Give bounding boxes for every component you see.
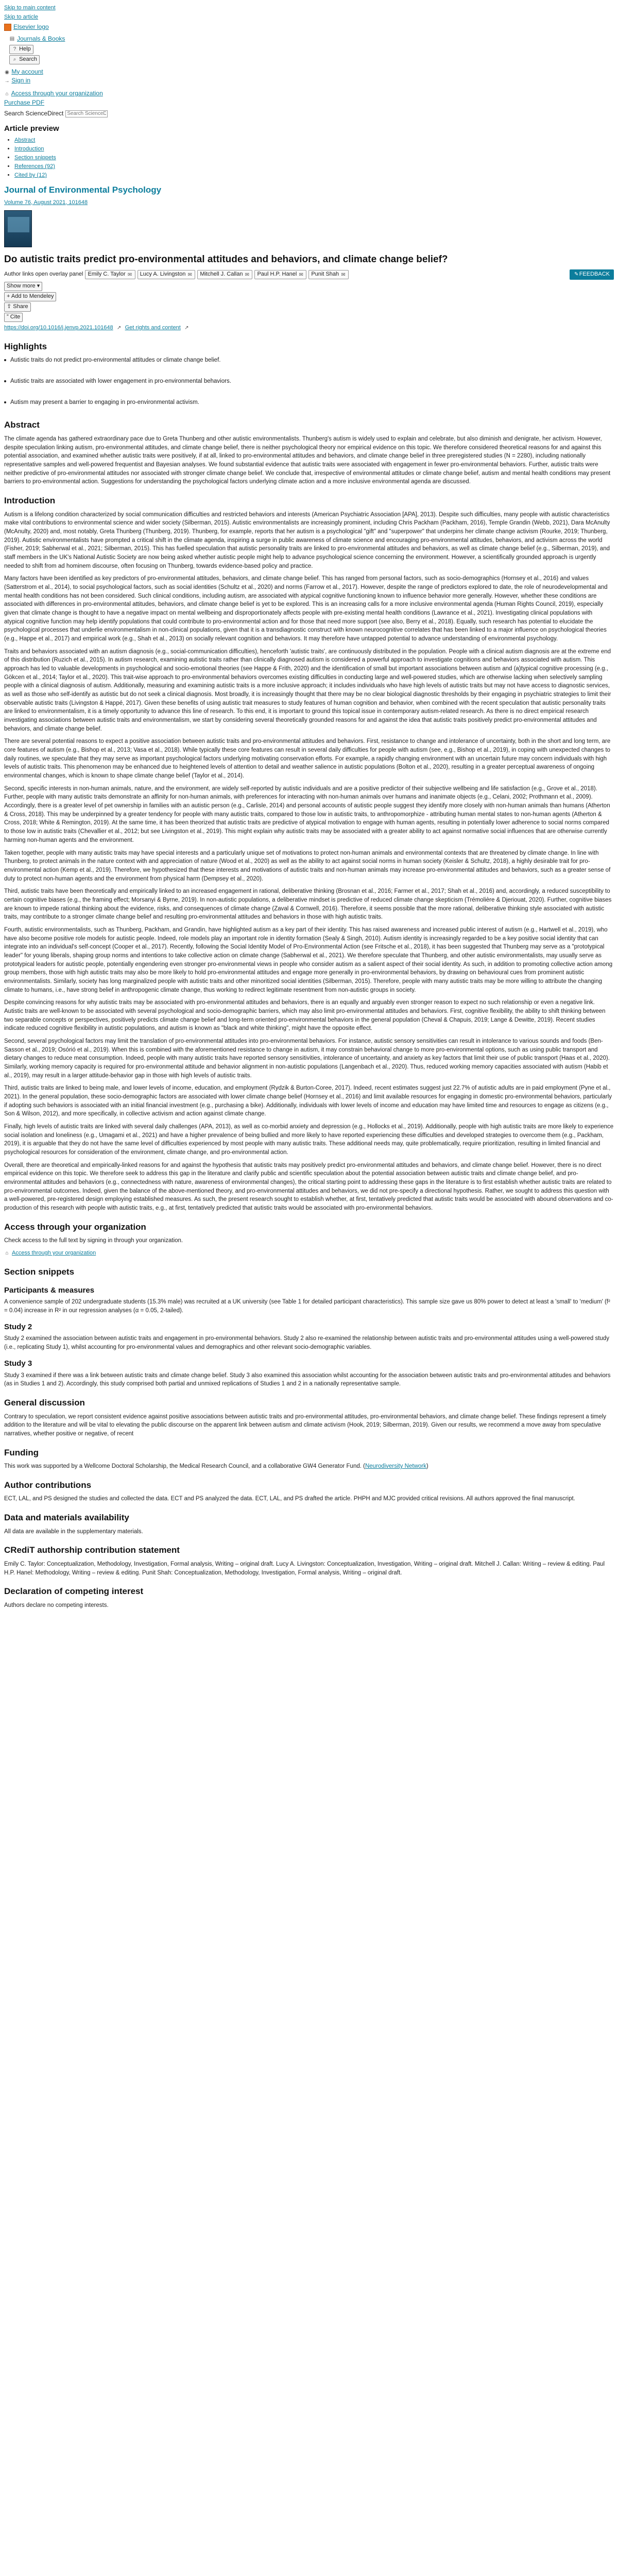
nav-journals-link[interactable]: Journals & Books <box>17 35 65 43</box>
logo-link[interactable]: Elsevier logo <box>13 23 49 30</box>
outline-cited-by-link[interactable]: Cited by (12) <box>14 172 47 178</box>
show-more-button[interactable] <box>4 282 42 291</box>
purchase-pdf-link[interactable]: Purchase PDF <box>4 98 45 106</box>
search-button[interactable] <box>9 55 40 64</box>
outline-item[interactable] <box>14 145 614 154</box>
access-heading: Access through your organization <box>4 1222 146 1232</box>
intro-paragraph: Fourth, autistic environmentalists, such as Thunberg, Packham, and Grandin, have highlighted autism as a key part of their identity. This has raised awareness and increased public interest of autism (e.g., Hartwell et al., 2019), who have also become positive role models for autistic people. Indeed, role models play an important role in identity formation (Sealy & Singh, 2010). Autism identity is increasingly regarded to be a key positive social identity that can integrate into an individual's self-concept (Cooper et al., 2017). Recently, following the Social Identity Model of Pro-Environmental Action (see Fritsche et al., 2018), it has been suggested that Thunberg may serve as a "prototypical leader" for young liberals, shaping group norms and intentions to take collective action on climate change (Sabherwal et al., 2021). We therefore speculate that Thunberg, and other autistic environmentalists, may usually serve as prototypical leaders for autistic people, potentially engendering even stronger pro-environmental views in people who consider autism as a salient aspect of their social identity. As such, in addition to promoting collective action among group members, those with high autistic traits may also be more likely to hold pro-environmental attitudes and engage more generally in pro-environmental behaviors, by drawing on behavioural cues from prominent autistic environmentalists. Similarly, society has long marginalized people with autistic traits and other minoritized social identities (Silberman, 2015). Therefore, people with many autistic traits may be more willing to attribute the changing climate to humans, i.e., have strong belief in anthropogenic climate change, thus working to redirect legitimate resentment from non-autistic groups in society. <box>4 926 613 993</box>
intro-paragraph: Traits and behaviors associated with an autism diagnosis (e.g., social-communication difficulties), henceforth 'autistic traits', are continuously distributed in the population. People with a clinical autism diagnosis are at the extreme end of this distribution (Ruzich et al., 2015). In autism research, examining autistic traits rather than clinically diagnosed autism is considered a powerful approach to investigate cognitions and behaviors associated with autism. This approach has led to valuable developments in psychological and socio-emotional theories (see Happe & Frith, 2020) and the identification of small but important associations between autism and (a)typical cognitive processing (e.g., Gökcen et al., 2014; Taylor et al., 2020). This trait-wise approach to pro-environmental behaviors overcomes existing difficulties in conducting large and well-powered studies, which are otherwise lacking when selectively sampling people with a clinical diagnosis of autism. Additionally, measuring and examining autistic traits is a more inclusive approach; it includes individuals who have high levels of autistic traits but may not have access to diagnostic services, as well as those who self-identify as autistic but do not seek a clinical diagnosis. Most broadly, it is increasingly thought that there may be no clear biological diagnostic thresholds by their engaging in psychiatric strategies to limit their observable autistic traits (Livingston & Happé, 2017). Given these benefits of using autistic trait measures to study features of human cognition and behavior, when combined with the recent speculation that autistic personality traits are linked to environmentalism, it is a timely opportunity to advance this line of research. To this end, it is important to ground this topical issue in contemporary autism-related research. As there is no direct empirical research investigating associations between autistic traits and environmentalism, we start by considering several theoretically grounded reasons for and against the idea that autistic traits positively predict pro-environmental attitudes and behaviors, and climate change belief. <box>4 648 611 732</box>
abstract-heading: Abstract <box>4 420 40 430</box>
abstract-text: The climate agenda has gathered extraordinary pace due to Greta Thunberg and other autistic environmentalists. Thunberg's autism is widely used to explain and celebrate, but also diminish and denigrate, her activism. However, despite speculation linking autism, pro-environmental attitudes, and climate change belief, there is neither psychological theory nor empirical evidence on this topic. We therefore considered theoretical reasons for and against this potential association, and examined whether autistic traits were positively, if at all, linked to pro-environmental attitudes and behaviors, and climate change belief in three preregistered studies (N = 2280), including nationally representative samples and well-powered frequentist and Bayesian analyses. We found substantial evidence that autistic traits were associated with engagement in fewer pro-environmental behaviors. Further, autistic traits were neither predictive of pro-environmental attitudes nor associated with stronger climate change belief. We conclude that, irrespective of environmental attitudes or climate change belief, autism and mental health conditions may present barriers to pro-environmental action. Suggestions for understanding the psychological factors underlying climate action and a more inclusive environmental agenda are discussed. <box>4 435 611 485</box>
search-label: Search <box>19 56 37 62</box>
snippet-title: Study 2 <box>4 1322 32 1331</box>
data-materials-text: All data are available in the supplementary materials. <box>4 1528 143 1535</box>
sign-in-link[interactable]: Sign in <box>11 76 31 84</box>
quote-icon: ” <box>7 313 9 320</box>
outline-item[interactable] <box>14 163 614 171</box>
intro-paragraph: Second, several psychological factors may limit the translation of pro-environmental attitudes into pro-environmental behaviors. For instance, autistic sensory sensitivities can result in intolerance to various sounds and foods (Ben-Sasson et al., 2019; Osórió et al., 2019). When this is combined with the aforementioned resistance to change in autism, it may constrain behavioral change to more pro-environmental options, such as using public transport and dietary changes to reduce meat consumption. Indeed, people with many autistic traits have reported sensory sensitivities, intolerance of uncertainty, and anxiety as key factors that limit their use of public transport (Haas et al., 2020). Similarly, working memory capacity is required for pro-environmental attitude and behavior alignment in non-autistic populations (Langenbach et al., 2020). Thus, reduced working memory capacities associated with autism (Habib et al., 2019), may result in a larger attitude-behavior gap in those with high levels of autistic traits. <box>4 1038 610 1079</box>
book-icon: ▤ <box>9 36 15 42</box>
outline-list <box>14 137 614 180</box>
elsevier-logo[interactable] <box>4 23 614 31</box>
general-discussion-text: Contrary to speculation, we report consistent evidence against positive associations between autistic traits and pro-environmental attitudes, pro-environmental behaviors, and climate change belief. These findings represent a timely addition to the literature and will be vital to elevating the public discourse on the apparent link between autism and climate activism (Hook, 2019; Silberman, 2019). Given our results, we recommend a move away from speculative narratives, whether positive or negative, of recent <box>4 1413 606 1437</box>
intro-paragraph: Overall, there are theoretical and empirically-linked reasons for and against the hypothesis that autistic traits may positively predict pro-environmental attitudes and behaviors, and climate change belief. However, there is no direct empirical evidence on this topic. We therefore seek to address this gap in the literature and clarify public and scientific speculation about the potential association between autistic traits and climate change belief, and pro-environmental attitudes and behaviors (e.g., connectedness with nature, awareness of environmental changes), the critical starting point to addressing these gaps in the literature is to first establish whether autistic traits are related to pro-environmental outcomes. Indeed, given the balance of the above-mentioned theory, and pro-environmental attitudes and behaviors, we did not pre-specify a directional hypothesis. Rather, we sought to address this question with a well-powered, pre-registered design employing established measures. As such, the present research sought to establish whether, at first, tentatively predicted that autistic traits would be associated with abound observations and co-production of this research with people with autistic traits, e.g., at first, tentatively predicted that autistic traits would be associated with pro-environmental behaviors. <box>4 1162 613 1212</box>
envelope-icon: ✉ <box>245 272 250 278</box>
elsevier-tree-icon <box>4 24 11 31</box>
help-label: Help <box>19 45 31 52</box>
outline-references-link[interactable]: References (92) <box>14 163 55 170</box>
skip-main-link[interactable]: Skip to main content <box>4 5 56 11</box>
highlight-text: Autistic traits are associated with lower engagement in pro-environmental behaviors. <box>10 378 231 384</box>
introduction-heading: Introduction <box>4 496 56 505</box>
bullet-icon <box>4 359 6 361</box>
search-bar <box>4 109 614 118</box>
highlight-item <box>4 356 614 365</box>
author-chip[interactable] <box>308 270 349 279</box>
share-button[interactable] <box>4 302 31 312</box>
author-chip[interactable] <box>138 270 196 279</box>
outline-item[interactable] <box>14 154 614 162</box>
snippets-heading: Section snippets <box>4 1266 75 1277</box>
highlights-list <box>4 356 614 406</box>
help-button[interactable] <box>9 45 33 54</box>
intro-paragraph: Many factors have been identified as key predictors of pro-environmental attitudes, behaviors, and climate change belief. This has ranged from personal factors, such as socio-demographics (Hornsey et al., 2016) and values (Satterstrom et al., 2014), to social psychological factors, such as social identities (Schultz et al., 2020) and norms (Farrow et al., 2017). However, despite the range of predictors explored to date, the role of neurodevelopmental and mental health conditions has not been considered. Such clinical conditions, including autism, are associated with atypical cognitive functioning known to influence behavior more generally. However, whether these conditions are associated with differences in pro-environmental attitudes, behaviors, and climate change belief is yet to be explored. This is an increasing calls for a more inclusive environmental agenda (Human Rights Council, 2019), especially given that climate change is thought to have a negative impact on mental wellbeing and disproportionately affects people with pre-existing mental health conditions (Lawrance et al., 2021). Investigating clinical populations with atypical cognitive function may help identify populations that could contribute to pro-environmental action and for those that need more support (see also, Berry et al., 2018). Equally, such research has potential to elucidate the psychological processes that underlie environmentalism in non-clinical populations, given that it is a transdiagnostic construct with known neurocognitive correlates that has been linked to a major influence on psychological theories (e.g., Happe et al., 2017) and empirical work (e.g., Shah et al., 2013) on socially relevant cognition and behaviors. It may therefore have untapped potential to advance understanding of environmental psychology. <box>4 575 608 642</box>
envelope-icon: ✉ <box>187 272 192 278</box>
snippet-text: A convenience sample of 202 undergraduate students (15.3% male) was recruited at a UK university (see Table 1 for detailed participant characteristics). This sample size gave us 80% power to detect at least a 'small' to 'medium' (f² = 0.04) increase in R² in our regression analyses (α = 0.05, 2-tailed). <box>4 1299 610 1314</box>
intro-paragraph: Third, autistic traits are linked to being male, and lower levels of income, education, and employment (Rydzik & Burton-Coree, 2017). Indeed, recent estimates suggest just 22.7% of autistic adults are in paid employment (Pyne et al., 2021). In the general population, these socio-demographic factors are associated with lower climate change belief (Hornsey et al., 2016) and limit available resources for engaging in domestic pro-environmental behaviors, particularly if adopting such behaviors is associated with an initial financial investment (e.g., purchasing a bike). Additionally, individuals with lower levels of income and education may have limited time and resources to engage as citizens (e.g., Son & Wilson, 2012), and more specifically, in collective activism and action against climate change. <box>4 1085 612 1117</box>
cite-label: Cite <box>10 313 21 320</box>
author-name: Emily C. Taylor <box>88 271 126 278</box>
nav-search[interactable] <box>9 55 614 64</box>
skip-article-link[interactable]: Skip to article <box>4 13 39 20</box>
author-name: Punit Shah <box>311 271 339 278</box>
outline-item[interactable] <box>14 172 614 180</box>
article-preview-heading: Article preview <box>4 124 59 133</box>
snippet-text: Study 2 examined the association between autistic traits and engagement in pro-environmental behaviors. Study 2 also re-examined the relationship between autistic traits and pro-environmental attitudes using a well-powered study (i.e., replicating Study 1), whilst accounting for pro-environmental values and demographics and other relevant socio-demographic variables. <box>4 1335 609 1351</box>
external-link-icon: ↗ <box>116 325 122 331</box>
add-mendeley-label: Add to Mendeley <box>11 293 54 299</box>
envelope-icon: ✉ <box>127 272 132 278</box>
help-icon: ? <box>13 46 16 52</box>
intro-paragraph: Despite convincing reasons for why autistic traits may be associated with pro-environmental attitudes and behaviors, there is an equally and arguably even stronger reason to expect no such relationship or even a negative link. Autistic traits are well-known to be associated with several psychological and socio-demographic barriers, which may also limit pro-environmental attitudes and behaviors. First, cognitive flexibility, the ability to shift thinking between two separable concepts or perspectives, positively predicts climate change belief and long-term oriented pro-environmental behaviors in the general population (Cheval & Chapuis, 2019; Lange & Dewitte, 2019). Recent studies indicate reduced cognitive flexibility in autistic populations, and autism is known as "black and white thinking", might have the opposite effect. <box>4 999 606 1032</box>
highlight-item <box>4 377 614 386</box>
journal-cover-image[interactable] <box>4 210 32 247</box>
highlight-item <box>4 398 614 407</box>
author-links-label: Author links open overlay panel <box>4 271 83 278</box>
article-title: Do autistic traits predict pro-environmental attitudes and behaviors, and climate change belief? <box>4 253 448 265</box>
author-name: Mitchell J. Callan <box>200 271 243 278</box>
institution-icon: ⌂ <box>5 1250 9 1257</box>
author-name: Lucy A. Livingston <box>140 271 186 278</box>
author-name: Paul H.P. Hanel <box>257 271 297 278</box>
login-icon: → <box>4 78 10 84</box>
funding-text: This work was supported by a Wellcome Doctoral Scholarship, the Medical Research Council, and a collaborative GW4 Generator Fund. <box>4 1463 362 1470</box>
intro-paragraph: Finally, high levels of autistic traits are linked with several daily challenges (APA, 2013), as well as co-morbid anxiety and depression (e.g., Hollocks et al., 2019). Additionally, people with high autistic traits are more likely to experience social isolation and loneliness (e.g., Umagami et al., 2021) and have a higher prevalence of being bullied and more likely to have reported experiencing these difficulties and developed strategies to overcome them (e.g., Packham, 2019), it is arguable that they do not have the same level of difficulties experienced by most people with many autistic traits. These additional needs may, quite problematically, require prioritization, resulting in limited financial and psychological resources for consideration of the environment, climate change, and pro-environmental action. <box>4 1123 614 1156</box>
journal-link[interactable]: Journal of Environmental Psychology <box>4 184 162 195</box>
nav-journals[interactable] <box>9 35 614 43</box>
top-nav <box>9 35 614 64</box>
highlight-text: Autism may present a barrier to engaging in pro-environmental activism. <box>10 399 199 405</box>
external-link-icon: ↗ <box>184 325 189 331</box>
highlight-text: Autistic traits do not predict pro-environmental attitudes or climate change belief. <box>10 357 221 364</box>
contributions-text: ECT, LAL, and PS designed the studies and collected the data. ECT and PS analyzed the data. ECT, LAL, and PS drafted the article. PHPH and MJC provided critical revisions. All authors approved the final manuscript. <box>4 1496 575 1502</box>
data-materials-heading: Data and materials availability <box>4 1513 129 1523</box>
search-label-text: Search ScienceDirect <box>4 110 64 117</box>
access-link-row[interactable] <box>4 1249 614 1258</box>
credit-heading: CRediT authorship contribution statement <box>4 1545 180 1555</box>
search-icon: ⌕ <box>13 56 16 62</box>
outline-abstract-link[interactable]: Abstract <box>14 137 36 144</box>
snippet-text: Study 3 examined if there was a link between autistic traits and climate change belief. Study 3 also examined this association whilst accounting for the association between autistic traits and pro-environmental attitudes and behaviors (as in Studies 1 and 2). Accordingly, this study comprised both partial and unmixed replications of Studies 1 and 2 in a nationally representative sample. <box>4 1372 611 1387</box>
competing-text: Authors declare no competing interests. <box>4 1602 109 1609</box>
envelope-icon: ✉ <box>341 272 346 278</box>
feedback-label: FEEDBACK <box>579 271 610 278</box>
snippet-title: Study 3 <box>4 1359 32 1368</box>
credit-text: Emily C. Taylor: Conceptualization, Methodology, Investigation, Formal analysis, Writing – original draft. Lucy A. Livingston: Conceptualization, Investigation, Writing – original draft. Mitchell J. Callan: Writing – review & editing. Paul H.P. Hanel: Methodology, Writing – review & editing. Punit Shah: Conceptualization, Methodology, Investigation, Formal analysis, Writing – original draft. <box>4 1561 605 1576</box>
intro-paragraph: Second, specific interests in non-human animals, nature, and the environment, are widely self-reported by autistic individuals and are a positive predictor of their subjective wellbeing and life satisfaction (e.g., Grove et al., 2018). Further, people with many autistic traits demonstrate an affinity for non-human animals, with preferences for interacting with non-human animals over humans and inanimate objects (e.g., Celani, 2002; Prothmann et al., 2009). Accordingly, there is a greater level of pet ownership in families with an autistic person (e.g., Carlisle, 2014) and personal accounts of autistic people suggest they identify more closely with non-human animals than humans (Atherton & Cross, 2018). This may be underpinned by a greater tendency for people with many autistic traits, compared to those low in autistic traits, to anthropomorphize - attributing human mental states to non-human agents (Atherton & Cross, 2018; White & Remington, 2019). At the same time, it has been theorized that autistic traits are predictive of atypical motivation to engage with human agents, resulting in potentially lower adherence to social norms compared to those low in autistic traits (Chevallier et al., 2012; but see Livingston et al., 2019). This might explain why autistic traits may be associated with a greater ability to act against normative social influences that are otherwise currently harming non-human agents and the environment. <box>4 785 610 843</box>
institution-icon: ⌂ <box>5 91 9 97</box>
outline-snippets-link[interactable]: Section snippets <box>14 155 56 161</box>
intro-paragraph: Autism is a lifelong condition characterized by social communication difficulties and restricted behaviors and interests (American Psychiatric Association [APA], 2013). Despite such difficulties, many people with autistic characteristics make vital contributions to environmental science and wider society (Silberman, 2015). Autistic environmentalists are increasingly prominent, including Chris Packham (Packham, 2016), Temple Grandin (Webb, 2021), Dara McAnulty (McAnulty, 2020) and, most notably, Greta Thunberg (Thunberg, 2019). Thunberg, for example, reports that her autism is a psychological "gift" and "superpower" that underpins her climate change activism (Rourke, 2019; Thunberg, 2019). Autistic environmentalists have prompted a critical shift in the climate agenda, inspiring a surge in public awareness of climate science and encouraging pro-environmental attitudes, behaviors, and activism across the world (Fisher, 2019; Sabherwal et al., 2021; Silberman, 2015). This has fuelled speculation that autistic personality traits are linked to pro-environmental attitudes and behaviors, as well as climate change belief (e.g., Silberman, 2019), and staff members in the UK's National Autistic Society are now being asked whether autistic people might help to advance psychological science concerning the environment. However, a scientifically grounded approach is urgently needed to shift from ad hominem discourse, often focusing on Thunberg, towards evidence-based policy and practice. <box>4 511 610 569</box>
highlights-heading: Highlights <box>4 341 47 351</box>
author-chip[interactable] <box>197 270 252 279</box>
show-more-label: Show more <box>7 282 36 289</box>
general-discussion-heading: General discussion <box>4 1397 85 1408</box>
article-actions <box>4 282 614 322</box>
account-links <box>4 67 614 86</box>
my-account-link[interactable]: My account <box>11 67 43 75</box>
intro-paragraph: Third, autistic traits have been theoretically and empirically linked to an increased engagement in rational, deliberative thinking (Brosnan et al., 2016; Farmer et al., 2017; Shah et al., 2016) and, accordingly, a reduced susceptibility to certain cognitive biases (e.g., the framing effect; Morsanyi & Byrne, 2019). In non-autistic populations, a deliberative mindset is predictive of reduced climate change skepticism (Trémolière & Djeriouat, 2020). Further, cognitive biases are known to impede rational thinking about the evidence, risks, and consequences of climate change (Zaval & Cornwell, 2016). Therefore, it seems possible that the more rational, deliberative thinking style associated with autistic traits, may contribute to a stronger climate change belief and resulting pro-environmental attitudes and behaviors in those with high autistic traits. <box>4 888 612 921</box>
nav-help[interactable] <box>9 45 614 54</box>
funding-link[interactable]: Neurodiversity Network <box>365 1463 426 1470</box>
doi-row <box>4 324 614 332</box>
competing-heading: Declaration of competing interest <box>4 1586 144 1597</box>
intro-paragraph: Taken together, people with many autistic traits may have special interests and a particularly unique set of motivations to protect non-human animals and environmental contexts that are threatened by climate change. In line with Thunberg, to protect animals in the nature context with and appreciation of nature (Wood et al., 2020) as well as the ability to act against social norms in human society (Keisler & Schultz, 2018), a highly desirable trait for pro-environmental action (Kemp et al., 2019). Therefore, we hypothesized that these interests and motivations of autistic traits and non-human animals may increase pro-environmental attitudes and behaviors, such as a greater sense of duty to protect non-human agents and the environment from physical harm (Dempsey et al., 2020). <box>4 850 611 882</box>
access-row <box>4 89 614 107</box>
access-org-link[interactable]: Access through your organization <box>11 90 103 97</box>
access-org-link-bottom[interactable]: Access through your organization <box>12 1250 96 1257</box>
intro-paragraph: There are several potential reasons to expect a positive association between autistic traits and pro-environmental attitudes and behaviors. First, resistance to change and intolerance of uncertainty, both in the short and long term, are core features of autism (e.g., Bishop et al., 2013; Vasa et al., 2018). While typically these core features can result in several daily difficulties for people with autism (see, e.g., Bishop et al., 2019), in coping with unexpected changes to daily routines, we speculate that they may serve as important psychological factors underlying motivating conservation efforts. For example, a rapidly changing environment with an uncertain future may concern individuals with high levels of autistic traits. This phenomenon may be enhanced due to heightened levels of attention to detail and weather salience in autistic populations (Bolton et al., 2020), resulting in a greater perceptual awareness of ongoing environmental changes, which is known to shape climate change belief (Taylor et al., 2014). <box>4 738 611 779</box>
access-text: Check access to the full text by signing in through your organization. <box>4 1238 183 1244</box>
chevron-down-icon: ▾ <box>37 282 40 289</box>
journal-title[interactable] <box>4 184 614 197</box>
doi-link[interactable]: https://doi.org/10.1016/j.jenvp.2021.101648 <box>4 324 113 331</box>
access-org[interactable] <box>4 89 614 98</box>
envelope-icon: ✉ <box>299 272 303 278</box>
add-mendeley-button[interactable] <box>4 292 56 301</box>
funding-heading: Funding <box>4 1447 39 1458</box>
author-list <box>4 269 614 280</box>
snippet-title: Participants & measures <box>4 1285 95 1295</box>
volume-link[interactable]: Volume 76, August 2021, 101648 <box>4 199 88 206</box>
rights-link[interactable]: Get rights and content <box>125 324 181 331</box>
user-icon: ◉ <box>5 69 9 75</box>
sign-in[interactable] <box>4 76 614 85</box>
share-icon: ⇪ <box>7 303 12 310</box>
bullet-icon <box>4 401 6 403</box>
funding-paragraph: This work was supported by a Wellcome Doctoral Scholarship, the Medical Research Council, and a collaborative GW4 Generator Fund. (Neurodiversity Network) <box>4 1463 428 1470</box>
contributions-heading: Author contributions <box>4 1480 92 1490</box>
my-account[interactable] <box>4 67 614 76</box>
author-chip[interactable] <box>254 270 306 279</box>
chat-icon: ✎ <box>574 272 579 278</box>
cite-button[interactable] <box>4 313 23 322</box>
author-chip[interactable] <box>85 270 135 279</box>
share-label: Share <box>13 303 28 310</box>
plus-icon: + <box>7 293 10 299</box>
outline-item[interactable] <box>14 137 614 145</box>
feedback-button[interactable] <box>570 269 614 280</box>
outline-introduction-link[interactable]: Introduction <box>14 146 44 152</box>
bullet-icon <box>4 380 6 382</box>
search-input[interactable] <box>65 110 108 117</box>
